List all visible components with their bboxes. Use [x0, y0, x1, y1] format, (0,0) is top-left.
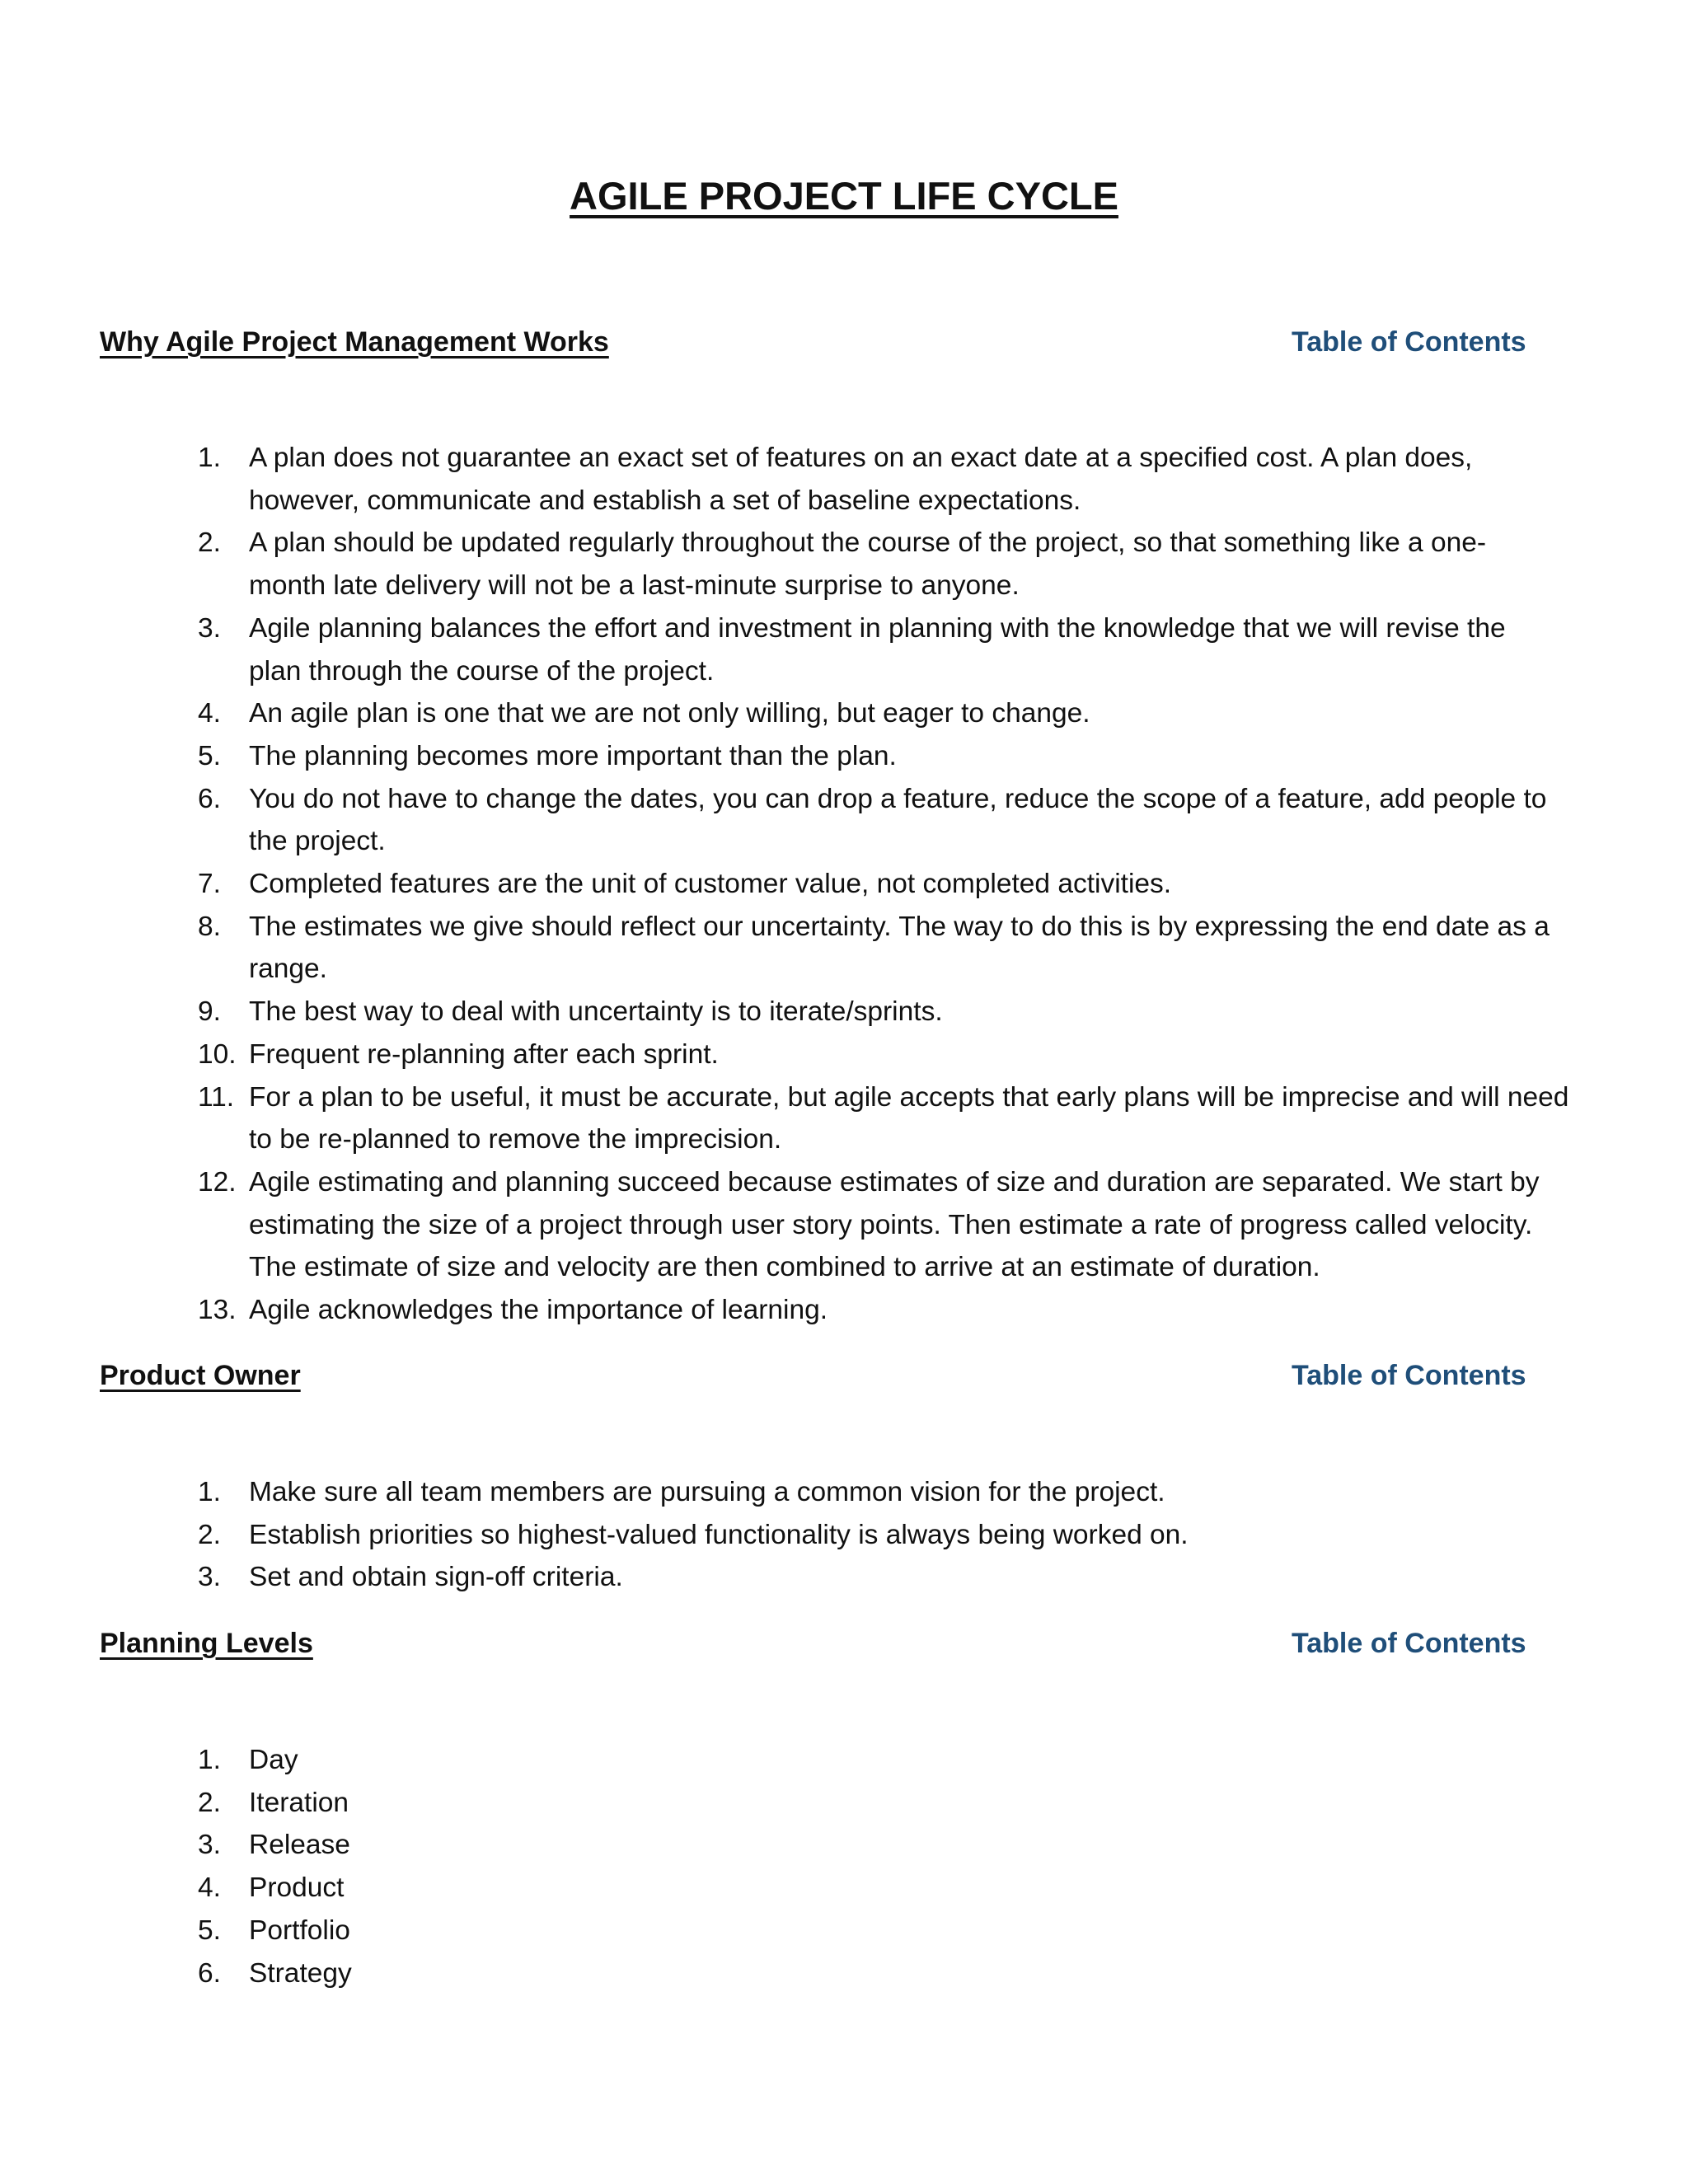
- list-item: [0, 778, 1688, 863]
- list-item-number: 6.: [198, 783, 221, 814]
- list-item-text: range.: [249, 954, 327, 985]
- list-item-text: plan through the course of the project.: [249, 655, 715, 687]
- list-item-text: Product: [249, 1872, 345, 1904]
- list-item: [0, 1514, 1688, 1557]
- list-item-text: Iteration: [249, 1787, 349, 1818]
- list-item-text: You do not have to change the dates, you can drop a feature, reduce the scope of a feature, add people to: [249, 783, 1547, 814]
- list-item-number: 2.: [198, 1787, 221, 1818]
- list-item-number: 9.: [198, 996, 221, 1028]
- list-item-number: 2.: [198, 527, 221, 559]
- list-why-agile: [0, 437, 1688, 1332]
- list-item: [0, 991, 1688, 1033]
- list-item-text: Completed features are the unit of customer value, not completed activities.: [249, 869, 1172, 900]
- list-item-text: A plan does not guarantee an exact set of features on an exact date at a specified cost. A plan does,: [249, 443, 1473, 473]
- list-item-text: The best way to deal with uncertainty is to iterate/sprints.: [249, 996, 943, 1028]
- list-item-number: 7.: [198, 869, 221, 900]
- list-item: [0, 437, 1688, 522]
- list-item: [0, 906, 1688, 991]
- list-item-text: Agile planning balances the effort and investment in planning with the knowledge that we will revise the: [249, 612, 1506, 644]
- list-item-number: 11.: [198, 1081, 235, 1113]
- list-item-text: The planning becomes more important than the plan.: [249, 740, 897, 771]
- list-item-number: 3.: [198, 612, 221, 644]
- list-item-text: A plan should be updated regularly throughout the course of the project, so that something like a one-: [249, 527, 1487, 559]
- list-item-text: however, communicate and establish a set of baseline expectations.: [249, 485, 1081, 516]
- list-item: [0, 1739, 1688, 1782]
- list-item-text: Portfolio: [249, 1915, 350, 1946]
- list-item-text: the project.: [249, 826, 386, 857]
- list-item-number: 3.: [198, 1562, 221, 1593]
- list-item: [0, 1471, 1688, 1514]
- list-item-number: 4.: [198, 1872, 221, 1904]
- list-product-owner: [0, 1471, 1688, 1599]
- list-item-number: 12.: [198, 1166, 237, 1197]
- list-item-text: For a plan to be useful, it must be accurate, but agile accepts that early plans will be imprecise and will need: [249, 1081, 1569, 1113]
- list-item: [0, 1824, 1688, 1867]
- list-item: [0, 1161, 1688, 1289]
- list-item-text: Set and obtain sign-off criteria.: [249, 1562, 623, 1593]
- list-item-number: 6.: [198, 1957, 221, 1989]
- section-heading-planning-levels: Planning Levels: [100, 1628, 313, 1659]
- list-item-text: Make sure all team members are pursuing a common vision for the project.: [249, 1477, 1165, 1507]
- list-item-number: 1.: [198, 443, 221, 473]
- list-item-text: An agile plan is one that we are not only willing, but eager to change.: [249, 698, 1090, 729]
- list-item: [0, 1033, 1688, 1076]
- list-item-number: 5.: [198, 1915, 221, 1946]
- list-item-number: 4.: [198, 698, 221, 729]
- list-item: [0, 1952, 1688, 1995]
- list-item: [0, 1910, 1688, 1952]
- list-item: [0, 522, 1688, 607]
- toc-link-why-agile[interactable]: Table of Contents: [1292, 326, 1526, 358]
- list-item-text: The estimates we give should reflect our uncertainty. The way to do this is by expressing the end date as a: [249, 911, 1550, 942]
- list-item: [0, 735, 1688, 778]
- list-item: [0, 1556, 1688, 1599]
- list-item-text: Frequent re-planning after each sprint.: [249, 1038, 719, 1070]
- toc-link-planning-levels[interactable]: Table of Contents: [1292, 1628, 1526, 1659]
- list-item-text: month late delivery will not be a last-minute surprise to anyone.: [249, 570, 1020, 602]
- list-item: [0, 692, 1688, 735]
- list-item: [0, 1867, 1688, 1910]
- list-item-number: 13.: [198, 1295, 237, 1326]
- list-item: [0, 863, 1688, 906]
- list-item-text: Establish priorities so highest-valued functionality is always being worked on.: [249, 1519, 1189, 1550]
- list-item: [0, 607, 1688, 692]
- list-item-text: Day: [249, 1745, 298, 1775]
- section-heading-why-agile: Why Agile Project Management Works: [100, 326, 609, 358]
- list-item: [0, 1076, 1688, 1161]
- list-item-text: Agile acknowledges the importance of learning.: [249, 1295, 828, 1326]
- list-item-text: The estimate of size and velocity are then combined to arrive at an estimate of duration.: [249, 1252, 1320, 1283]
- list-item-number: 2.: [198, 1519, 221, 1550]
- list-item-text: Strategy: [249, 1957, 352, 1989]
- section-heading-product-owner: Product Owner: [100, 1360, 301, 1391]
- list-item-text: Release: [249, 1830, 350, 1861]
- list-item-number: 5.: [198, 740, 221, 771]
- list-item-number: 3.: [198, 1830, 221, 1861]
- list-item-number: 10.: [198, 1038, 237, 1070]
- list-item-number: 8.: [198, 911, 221, 942]
- toc-link-product-owner[interactable]: Table of Contents: [1292, 1360, 1526, 1391]
- list-item-text: to be re-planned to remove the imprecision.: [249, 1124, 782, 1155]
- list-item-number: 1.: [198, 1477, 221, 1507]
- document-title: AGILE PROJECT LIFE CYCLE: [570, 174, 1118, 218]
- list-item: [0, 1782, 1688, 1825]
- list-item-number: 1.: [198, 1745, 221, 1775]
- list-item: [0, 1289, 1688, 1332]
- list-item-text: estimating the size of a project through user story points. Then estimate a rate of progress called velocity.: [249, 1209, 1533, 1240]
- list-planning-levels: [0, 1739, 1688, 1994]
- list-item-text: Agile estimating and planning succeed because estimates of size and duration are separated. We start by: [249, 1166, 1540, 1197]
